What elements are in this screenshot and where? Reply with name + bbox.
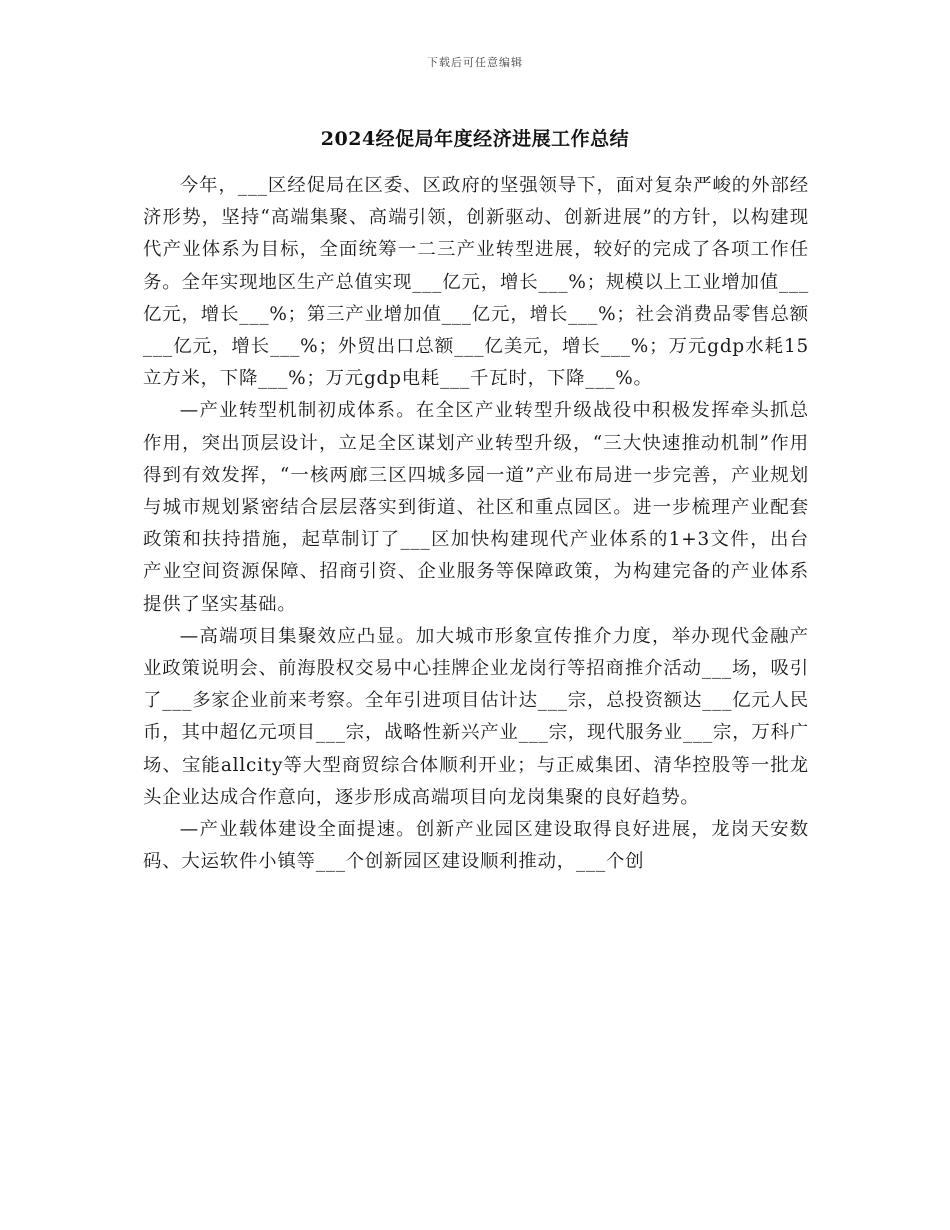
document-title: 2024经促局年度经济进展工作总结 bbox=[320, 128, 630, 150]
paragraph-industrial-carriers: —产业载体建设全面提速。创新产业园区建设取得良好进展，龙岗天安数码、大运软件小镇等___个创新园区建设顺利推动，___个创 bbox=[143, 819, 809, 873]
document-body bbox=[143, 170, 809, 878]
paragraph-high-end-projects: —高端项目集聚效应凸显。加大城市形象宣传推介力度，举办现代金融产业政策说明会、前海股权交易中心挂牌企业龙岗行等招商推介活动___场，吸引了___多家企业前来考察。全年引进项目估计达___宗，总投资额达___亿元人民币，其中超亿元项目___宗，战略性新兴产业___宗，现代服务业___宗，万科广场、宝能allcity等大型商贸综合体顺利开业；与正威集团、清华控股等一批龙头企业达成合作意向，逐步形成高端项目向龙岗集聚的良好趋势。 bbox=[143, 625, 809, 808]
header-note: 下载后可任意编辑 bbox=[427, 56, 523, 69]
paragraph-industry-transformation: —产业转型机制初成体系。在全区产业转型升级战役中积极发挥牵头抓总作用，突出顶层设计，立足全区谋划产业转型升级，“三大快速推动机制”作用得到有效发挥，“一核两廊三区四城多园一道”产业布局进一步完善，产业规划与城市规划紧密结合层层落实到街道、社区和重点园区。进一步梳理产业配套政策和扶持措施，起草制订了___区加快构建现代产业体系的1+3文件，出台产业空间资源保障、招商引资、企业服务等保障政策，为构建完备的产业体系提供了坚实基础。 bbox=[143, 400, 809, 615]
paragraph-intro: 今年，___区经促局在区委、区政府的坚强领导下，面对复杂严峻的外部经济形势，坚持“高端集聚、高端引领，创新驱动、创新进展”的方针，以构建现代产业体系为目标，全面统筹一二三产业转型进展，较好的完成了各项工作任务。全年实现地区生产总值实现___亿元，增长___%；规模以上工业增加值___亿元，增长___%；第三产业增加值___亿元，增长___%；社会消费品零售总额___亿元，增长___%；外贸出口总额___亿美元，增长___%；万元gdp水耗15立方米，下降___%；万元gdp电耗___千瓦时，下降___%。 bbox=[143, 175, 809, 390]
